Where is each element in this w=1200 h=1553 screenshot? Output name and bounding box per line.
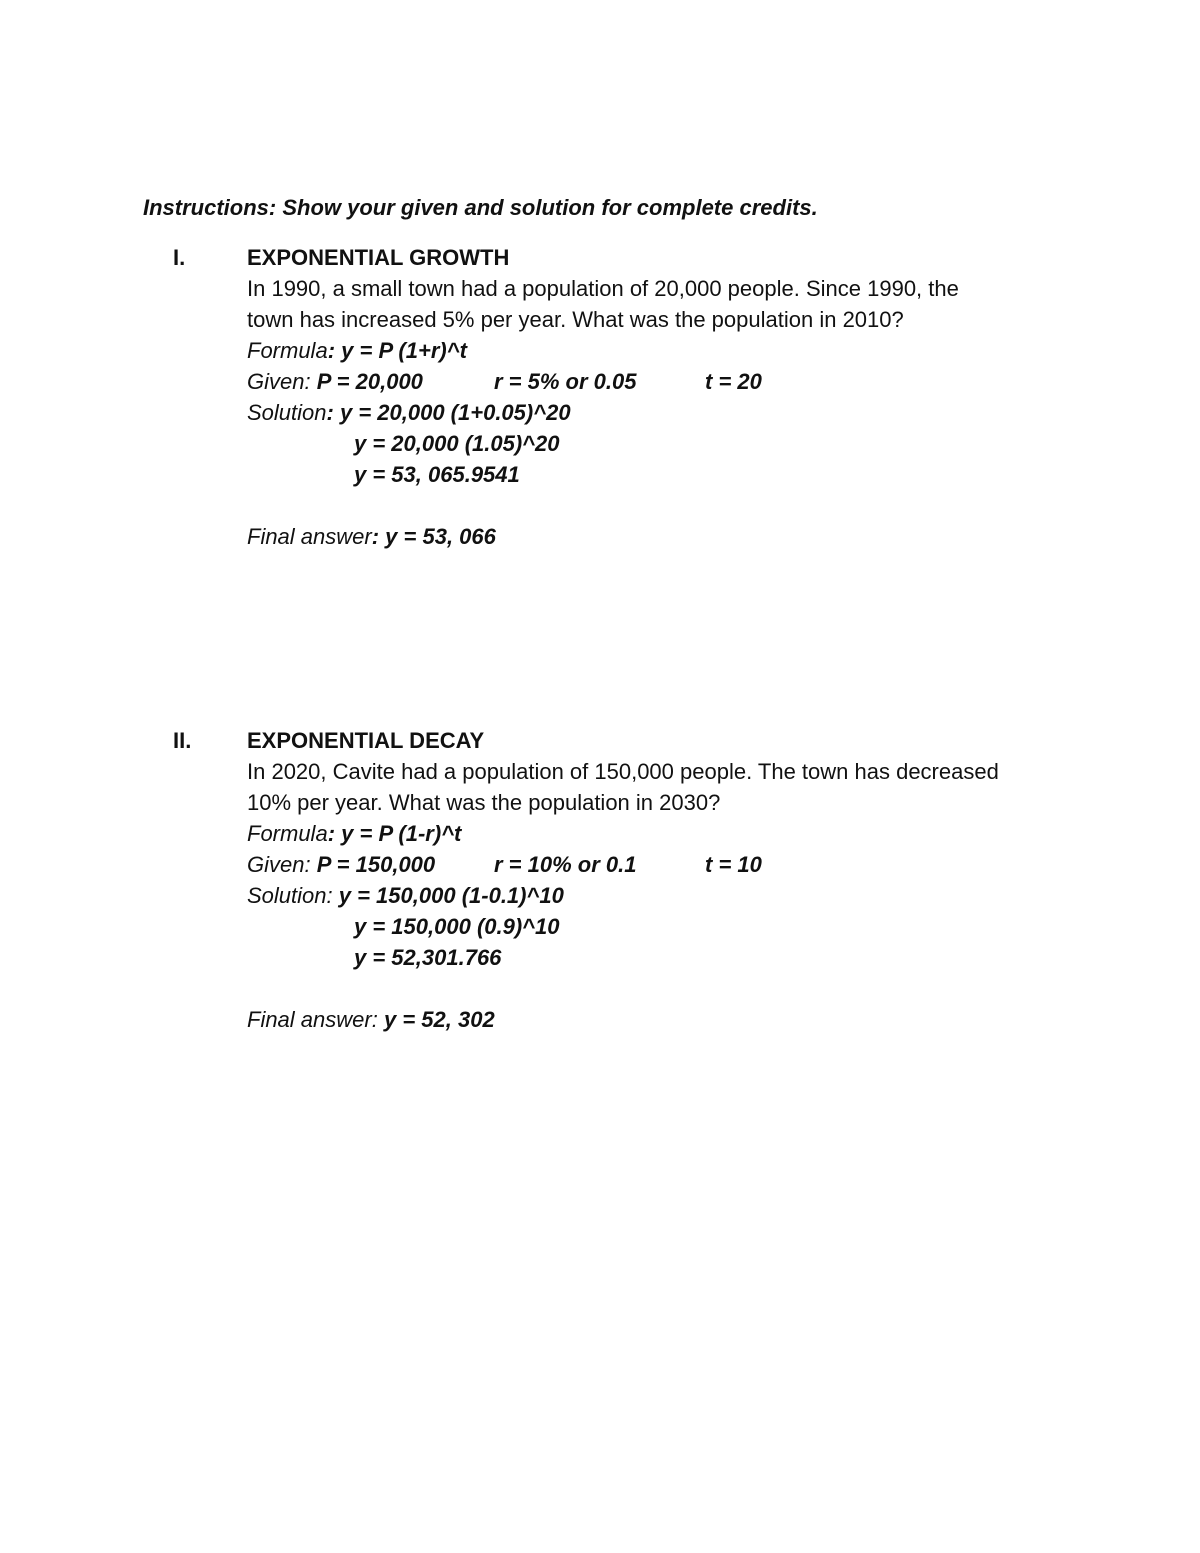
given-t: t = 10 xyxy=(705,852,762,877)
solution-step-1: y = 150,000 (1-0.1)^10 xyxy=(338,883,564,908)
solution-step-3: y = 53, 065.9541 xyxy=(354,462,520,487)
instructions-text: Instructions: Show your given and solution for complete credits. xyxy=(143,195,818,220)
blank-line xyxy=(247,973,1077,1004)
solution-label: Solution: xyxy=(247,883,333,908)
formula-label: Formula xyxy=(247,338,328,363)
problem-line-1: In 2020, Cavite had a population of 150,000 people. The town has decreased xyxy=(247,759,999,784)
given-label: Given: xyxy=(247,852,317,877)
given-t: t = 20 xyxy=(705,369,762,394)
formula-line xyxy=(247,818,1077,849)
given-p: P = 150,000 xyxy=(316,852,436,877)
formula-label: Formula xyxy=(247,821,328,846)
final-answer-separator: : xyxy=(371,524,386,549)
final-answer-value: y = 53, 066 xyxy=(385,524,496,549)
formula-separator: : xyxy=(327,338,342,363)
section-numeral: II. xyxy=(173,728,192,753)
formula-value: y = P (1-r)^t xyxy=(341,821,462,846)
section-content xyxy=(247,725,1077,1035)
given-line xyxy=(247,849,1077,880)
solution-separator: : xyxy=(326,400,340,425)
given-label: Given: xyxy=(247,369,317,394)
final-answer-label: Final answer: xyxy=(247,1007,378,1032)
problem-line-2: town has increased 5% per year. What was the population in 2010? xyxy=(247,307,904,332)
solution-line xyxy=(247,880,1077,911)
problem-line-2: 10% per year. What was the population in 2030? xyxy=(247,790,721,815)
section-heading: EXPONENTIAL DECAY xyxy=(247,728,485,753)
solution-line xyxy=(247,397,1077,428)
formula-line xyxy=(247,335,1077,366)
formula-value: y = P (1+r)^t xyxy=(341,338,467,363)
given-p: P = 20,000 xyxy=(316,369,423,394)
section-numeral: I. xyxy=(173,245,186,270)
given-line xyxy=(247,366,1077,397)
final-answer-line xyxy=(247,1004,1077,1035)
solution-step-3: y = 52,301.766 xyxy=(354,945,502,970)
solution-step-2: y = 150,000 (0.9)^10 xyxy=(354,914,560,939)
formula-separator: : xyxy=(327,821,342,846)
section-content xyxy=(247,242,1077,552)
solution-step-1: y = 20,000 (1+0.05)^20 xyxy=(339,400,571,425)
problem-line-1: In 1990, a small town had a population of 20,000 people. Since 1990, the xyxy=(247,276,959,301)
solution-step-2: y = 20,000 (1.05)^20 xyxy=(354,431,560,456)
blank-line xyxy=(247,490,1077,521)
final-answer-value: y = 52, 302 xyxy=(383,1007,495,1032)
final-answer-line xyxy=(247,521,1077,552)
solution-label: Solution xyxy=(247,400,327,425)
given-r: r = 10% or 0.1 xyxy=(494,852,637,877)
final-answer-label: Final answer xyxy=(247,524,372,549)
given-r: r = 5% or 0.05 xyxy=(494,369,637,394)
section-heading: EXPONENTIAL GROWTH xyxy=(247,245,510,270)
